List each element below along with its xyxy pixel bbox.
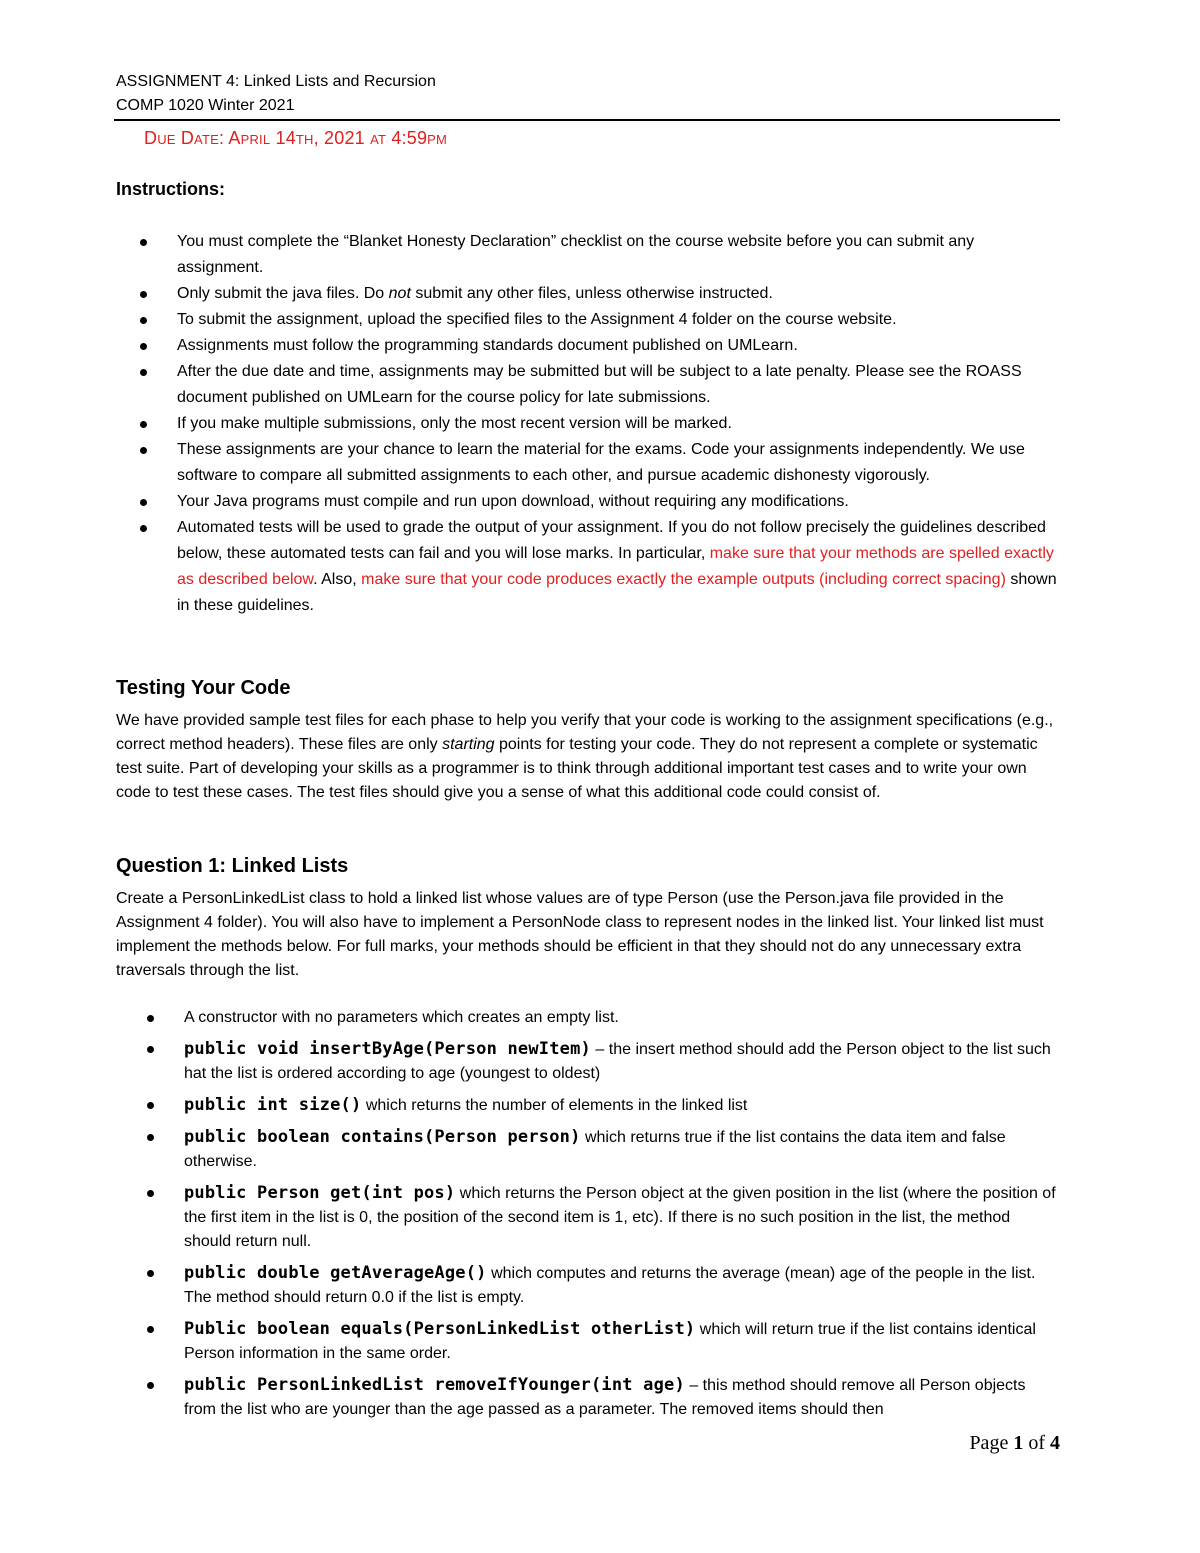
list-item <box>140 437 1060 489</box>
instruction-text: Assignments must follow the programming standards document published on UMLearn. <box>177 337 798 354</box>
method-description: which computes and returns the average (mean) age of the people in the list. The method should return 0.0 if the list is empty. <box>184 1265 1036 1306</box>
bullet-icon <box>140 317 147 324</box>
method-signature: Public boolean equals(PersonLinkedList otherList) <box>184 1319 696 1339</box>
instruction-text: submit any other files, unless otherwise instructed. <box>410 285 773 302</box>
method-signature: public boolean contains(Person person) <box>184 1127 581 1147</box>
method-description: which will return true if the list contains identical Person information in the same order. <box>184 1321 1036 1362</box>
bullet-icon <box>147 1190 154 1197</box>
method-description: which returns the number of elements in the linked list <box>361 1097 748 1114</box>
header-title: ASSIGNMENT 4: Linked Lists and Recursion <box>116 73 436 90</box>
instruction-highlight: make sure that your code produces exactly the example outputs (including correct spacing) <box>361 571 1006 588</box>
list-item <box>140 229 1060 281</box>
method-signature: public double getAverageAge() <box>184 1263 487 1283</box>
bullet-icon <box>147 1102 154 1109</box>
bullet-icon <box>140 499 147 506</box>
method-description: which returns the Person object at the given position in the list (where the position of the first item in the list is 0, the position of the second item is 1, etc). If there is no such position in the list, the method should return null. <box>184 1185 1056 1250</box>
page-number-footer <box>969 1432 1060 1455</box>
testing-text: points for testing your code. They do not represent a complete or systematic test suite. Part of developing your skills as a programmer is to think through additional important test cases and to write your own code to test these cases. The test files should give you a sense of what this additional code could consist of. <box>116 736 1038 801</box>
bullet-icon <box>147 1134 154 1141</box>
instruction-text: shown in these guidelines. <box>177 571 1057 614</box>
question1-paragraph: Create a PersonLinkedList class to hold a linked list whose values are of type Person (use the Person.java file provided in the Assignment 4 folder). You will also have to implement a PersonNode class to represent nodes in the linked list. Your linked list must implement the methods below. For full marks, your methods should be efficient in that they should not do any unnecessary extra traversals through the list. <box>116 890 1044 979</box>
list-item <box>147 1093 1060 1118</box>
list-item <box>147 1125 1060 1174</box>
bullet-icon <box>140 239 147 246</box>
list-item <box>140 515 1060 619</box>
testing-heading: Testing Your Code <box>116 677 291 699</box>
instruction-emphasis: not <box>388 285 411 302</box>
bullet-icon <box>140 525 147 532</box>
method-signature: public int size() <box>184 1095 362 1115</box>
footer-page-word: Page <box>969 1432 1014 1454</box>
list-item <box>140 411 1060 437</box>
list-item <box>147 1261 1060 1310</box>
instruction-text: These assignments are your chance to learn the material for the exams. Code your assignments independently. We use software to compare all submitted assignments to each other, and pursue academic dishonesty vigorously. <box>177 441 1025 484</box>
method-description: A constructor with no parameters which creates an empty list. <box>184 1009 619 1026</box>
instructions-heading: Instructions: <box>116 179 226 199</box>
bullet-icon <box>147 1326 154 1333</box>
bullet-icon <box>140 291 147 298</box>
method-description: – this method should remove all Person objects from the list who are younger than the age passed as a parameter. The removed items should then <box>184 1377 1026 1418</box>
instruction-text: To submit the assignment, upload the specified files to the Assignment 4 folder on the course website. <box>177 311 897 328</box>
list-item <box>147 1181 1060 1254</box>
bullet-icon <box>147 1046 154 1053</box>
list-item <box>140 333 1060 359</box>
list-item <box>147 1373 1060 1422</box>
list-item <box>147 1006 1060 1030</box>
method-list <box>147 1006 1060 1429</box>
bullet-icon <box>140 447 147 454</box>
instruction-text: Only submit the java files. Do <box>177 285 389 302</box>
instruction-text: Your Java programs must compile and run upon download, without requiring any modifications. <box>177 493 849 510</box>
instruction-text: If you make multiple submissions, only the most recent version will be marked. <box>177 415 732 432</box>
list-item <box>140 307 1060 333</box>
instruction-text: Automated tests will be used to grade the output of your assignment. If you do not follow precisely the guidelines described below, these automated tests can fail and you will lose marks. In particular, <box>177 519 1046 562</box>
testing-text: We have provided sample test files for each phase to help you verify that your code is working to the assignment specifications (e.g., correct method headers). These files are only <box>116 712 1054 753</box>
bullet-icon <box>140 343 147 350</box>
instruction-text: . Also, <box>313 571 362 588</box>
bullet-icon <box>140 369 147 376</box>
bullet-icon <box>147 1270 154 1277</box>
method-description: – the insert method should add the Person object to the list such hat the list is ordered according to age (youngest to oldest) <box>184 1041 1051 1082</box>
list-item <box>140 489 1060 515</box>
bullet-icon <box>147 1382 154 1389</box>
method-description: which returns true if the list contains the data item and false otherwise. <box>184 1129 1006 1170</box>
footer-page-total: 4 <box>1050 1432 1060 1454</box>
list-item <box>140 281 1060 307</box>
header-course: COMP 1020 Winter 2021 <box>116 97 295 114</box>
testing-paragraph <box>116 709 1060 805</box>
list-item <box>140 359 1060 411</box>
method-signature: public void insertByAge(Person newItem) <box>184 1039 591 1059</box>
instruction-highlight: make sure that your methods are spelled exactly as described below <box>177 545 1054 588</box>
bullet-icon <box>147 1015 154 1022</box>
instructions-list <box>140 229 1060 619</box>
testing-emphasis: starting <box>442 736 495 753</box>
list-item <box>147 1037 1060 1086</box>
footer-of-word: of <box>1023 1432 1050 1454</box>
bullet-icon <box>140 421 147 428</box>
footer-page-number: 1 <box>1013 1432 1024 1454</box>
header-rule <box>114 119 1060 121</box>
instruction-text: After the due date and time, assignments may be submitted but will be subject to a late penalty. Please see the ROASS document published on UMLearn for the course policy for late submissions. <box>177 363 1022 406</box>
method-signature: public PersonLinkedList removeIfYounger(int age) <box>184 1375 685 1395</box>
instruction-text: You must complete the “Blanket Honesty Declaration” checklist on the course website before you can submit any assignment. <box>177 233 975 276</box>
method-signature: public Person get(int pos) <box>184 1183 456 1203</box>
question1-heading: Question 1: Linked Lists <box>116 855 349 877</box>
due-date: Due Date: April 14th, 2021 at 4:59pm <box>144 128 448 148</box>
list-item <box>147 1317 1060 1366</box>
